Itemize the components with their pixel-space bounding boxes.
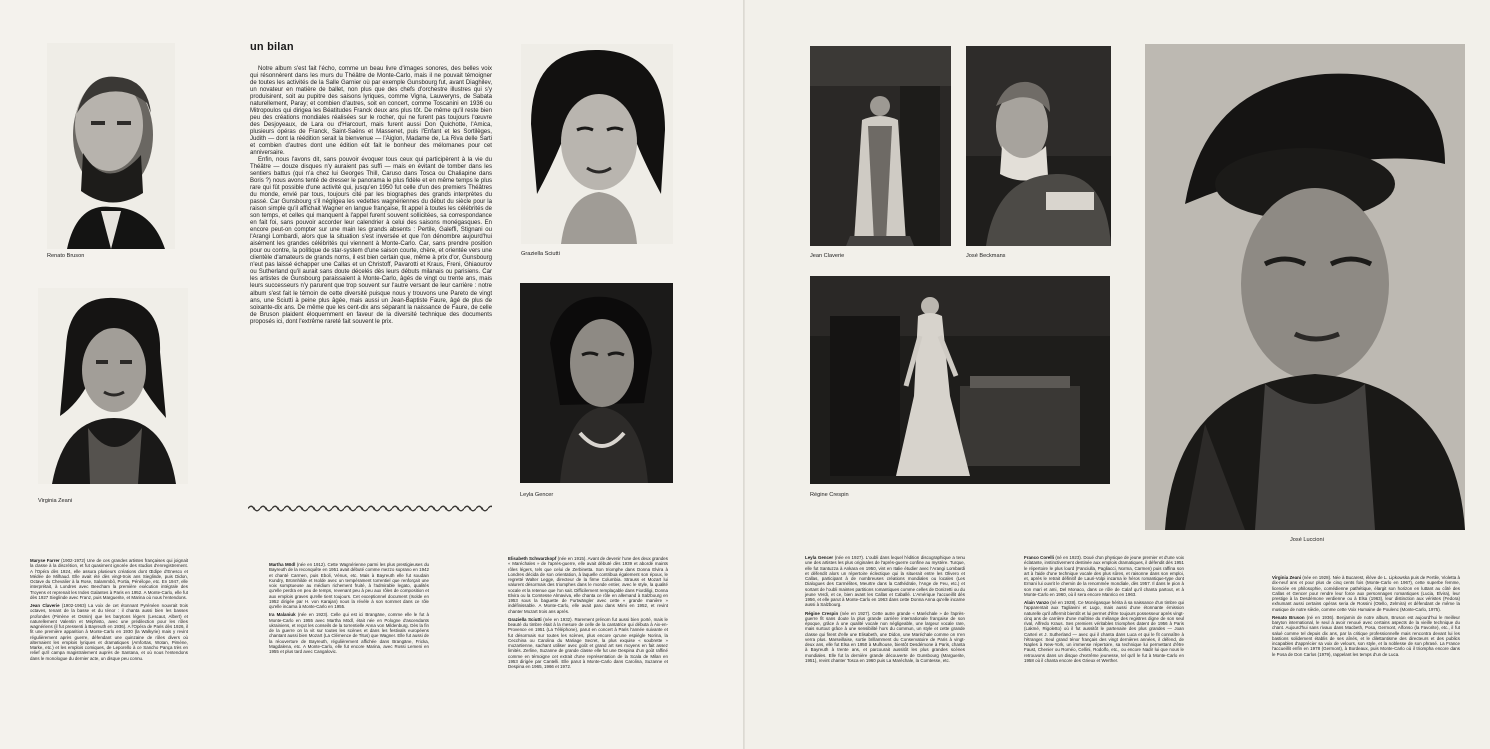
- bio-name: Ira Malaniuk: [269, 612, 296, 618]
- bio-column-1: [30, 558, 188, 664]
- caption-regine-crespin: Régine Crespin: [810, 492, 849, 498]
- bio-text: (née en 1928). Née à Bucarest, élève de L. Lipkowska puis de Pertile, Violetta à dix-neuf ans et pour plus de cinq cents fois (Monte-Carlo en 1967), cette superbe femme, licenciée en philosophie, comédienne pathétique, élargit son horizon en luttant au côté des Callas et Gencer pour rendre leur force aux personnages romantiques (Lucia, Elvira), leur prestige à la Desdémone verdienne ou à Elsa (1963), leur distinction aux véristes (Fedora) exhumant aussi certains opéras seria de Rossini (Otello, Zelmira) et défendant de même la musique de notre siècle, comme cette Voix Humaine de Poulenc (Monte-Carlo, 1975).: [1272, 575, 1460, 612]
- bio-maryse-farrer: [30, 558, 188, 600]
- caption-jean-claverie: Jean Claverie: [810, 253, 845, 259]
- essay-paragraph-1: Notre album s'est fait l'écho, comme un beau livre d'images sonores, des belles voix qui résonnèrent dans les murs du Théâtre de Monte-Carlo, mais il ne pouvait témoigner de toutes les activités de la Salle Garnier où par exemple Gunsbourg fut, avant Diaghilev, un novateur en matière de ballet, non plus que des chefs d'orchestre illustres qui s'y produisirent, soit au pupitre des saisons lyriques, comme Vigna, Lauweryns, de Sabata naturellement, Paray; et combien d'autres, soit en concert, comme Toscanini en 1936 ou Mitropoulos qui dirigea les Béatitudes Franck deux ans plus tôt. De même qu'il reste bien peu des créations mondiales réalisées sur le rocher, qui ne furent pas toujours l'œuvre des Desjoyeaux, de Lara ou d'Harcourt, mais furent aussi Don Quichotte, l'Amica, plusieurs opéras de Franck, Saint-Saëns et Massenet, puis l'Enfant et les Sortilèges, Judith — dont la réédition serait la bienvenue — l'Aiglon, Madame de, La Riva delle Sarti et combien d'autres dont une édition eût fait le bonheur des mélomanes pour cet anniversaire.: [250, 66, 492, 157]
- caption-jose-luccioni: José Luccioni: [1290, 537, 1324, 543]
- bio-text: (née en 1927). Cette autre grande « Maréchale » de l'après-guerre fit sans doute la plus grande carrière internationale française de son époque, grâce à une qualité vocale non négligeable, une largeur vocale rare, mais surtout grâce à une sensibilité hors du commun, un style et cette grande classe qui firent d'elle une Elisabeth, une Didon, une Maréchale comme on n'en verra plus. Marseillaise, sortie brillamment du Conservatoire de Paris à vingt-deux ans, elle fut Elsa en 1950 à Mulhouse, bientôt Desdémone à Paris, chanta à Bayreuth à trente ans, et parcourait aussitôt les plus grandes scènes mondiales. Elle fut la dernière grande découverte de Gunsbourg (Marguerite, 1951), revint chanter Tosca en 1960 puis La Maréchale, la Comtesse, etc.: [805, 610, 965, 663]
- bio-jean-claverie: [30, 603, 188, 661]
- bio-alain-vanzo: [1024, 600, 1184, 663]
- photo-jose-beckmans: [966, 46, 1111, 246]
- bio-name: Régine Crespin: [805, 610, 839, 616]
- bio-text: (née en 1912). Cette Wagnérienne parmi les plus prestigieuses du Bayreuth de la reconquête en 1951 avait débuté comme mezzo soprano en 1942 et chanté Carmen, puis Eboli, Vénus, etc. Mais à Bayreuth elle fut soudain Kundry, Brünnhilde et Isolde avec un tempérament torrentiel que renforçait une voix somptueuse au médium richement fruité, à l'admirable legato, qualités qu'elle perdra en peu de temps, revenant peu à peu aux rôles de composition et aux emplois graves qu'elle tient toujours. Cet exceptionnel document (Isolde en 1952 dirigée par H. von Karajan) nous la révèle à son sommet dans ce rôle qu'elle incarna à Monte-Carlo en 1955.: [269, 562, 429, 609]
- bio-name: Alain Vanzo: [1024, 600, 1049, 605]
- bio-column-6: [1272, 575, 1460, 660]
- bio-renato-bruson: [1272, 615, 1460, 657]
- bio-franco-corelli: [1024, 555, 1184, 597]
- bio-name: Jean Claverie: [30, 603, 60, 608]
- bio-name: Maryse Farrer: [30, 558, 60, 563]
- essay-title: un bilan: [250, 41, 294, 53]
- photo-regine-crespin: [810, 276, 1110, 484]
- bio-name: Elisabeth Schwarzkopf: [508, 556, 557, 561]
- bio-elisabeth-schwarzkopf: [508, 556, 668, 614]
- bio-column-4: [805, 555, 965, 666]
- bio-name: Virginia Zeani: [1272, 575, 1302, 580]
- photo-renato-bruson: [47, 43, 175, 249]
- caption-jose-beckmans: José Beckmans: [966, 253, 1006, 259]
- bio-virginia-zeani: [1272, 575, 1460, 612]
- bio-text: (né en 1928). Ce Monégasque hérita à sa naissance d'un timbre qui l'apparentait aux Tagliavini et Lugo, mais aussi d'une étonnante émission naturelle qu'il affermit bientôt et lui permet d'être toujours possesseur après vingt-cinq ans de carrière d'une maîtrise du mélange des registres digne de son seul rival, Alfredo Kraus. Ses premiers véritables triomphes datent de 1956 à Paris (Lakmé, Rigoletto) où il fut aussitôt le partenaire des plus grandes — Joan Carteri et J. Sutherland — avec qui il chanta dans Luca et qui le fit connaître à l'étranger. Seul grand ténor français des vingt dernières années, il défend, de Naples à New-York, un immense répertoire, sa technique lui permettant d'être Faust, Chenier ou Roméo, Cellini, Rodolfo, etc., ou encore Nadir lui que nous le retrouvons dans un disque d'extrême jeunesse, tel qu'il le fut à Monte-Carlo en 1958 où il chanta encore des Grieux et Werther.: [1024, 600, 1185, 663]
- bio-column-5: [1024, 555, 1184, 666]
- bio-text: (né en 1923). Doué d'un physique de jeune premier et d'une voix éclatante, instinctivement destinée aux emplois dramatiques, il défendit dès 1951 le répertoire le plus lourd (Fanciulla, Pagliacci, Norma, Carmen) puis raffina son art à l'aide d'une technique vocale des plus sûres, et raisonne dans son emploi, et, après le retrait définitif de Lauri-Volpi incarna le héros romantique-type dont Ernani lui ouvrit le chemin de la renommée mondiale, dès 1957. Il dans le pion à son mari et ami, Del Monaco, dans ce rôle de Calaf qu'il chanta partout, et à Monte-Carlo en 1960, où il sera encore Manrico en 1963.: [1024, 555, 1185, 597]
- bio-regine-crespin: [805, 611, 965, 664]
- caption-renato-bruson: Renato Bruson: [47, 253, 85, 259]
- caption-leyla-gencer: Leyla Gencer: [520, 492, 554, 498]
- bio-text: (1902-1972) Une de ces grandes artistes françaises qui joignait la classe à la discrétion, et fut quasiment ignorée des studios d'enregistrement. A l'Opéra dès 1924, elle assura plusieurs créations dont Œdipe d'Enesco et Médée de Milhaud. Elle avait été dès vingt-trois ans Sieglinde, puis Didon, Octave du Chevalier à la Rose, Salammbô, Portia, Pénélope, etc. En 1947, elle interprétait, à Londres avec Beecham la première exécution intégrale des Troyens et reprenait les Indes Galantes à Paris en 1952. A Monte-Carlo, elle fut dès 1927 Sieglinde avec Franz, puis Marguerite, et Marina où nous l'entendons.: [30, 558, 189, 600]
- photo-virginia-zeani: [38, 288, 188, 484]
- bio-name: Renato Bruson: [1272, 614, 1305, 620]
- bio-text: (née en 1927). L'oubli dans lequel l'édition discographique a tenu une des artistes les plus originales de l'après-guerre confine au mystère. Turque, elle fut Santuzza à Ankara en 1950, vint en Italie étudier avec l'Arangi Lombardi et défendit alors un répertoire éclectique qui la situerait entre les Olivero et Callas, participant à de nombreuses créations mondiales ou locales (Les Dialogues des Carmélites, Meurtre dans la Cathédrale, l'Ange de Feu, etc.) et sortant de l'oubli maintes partitions romantiques comme celles de Donizetti ou du jeune Verdi, et ce, bien avant les Callas et Caballé. L'Amérique l'accueillit dès 1956, et elle parut à Monte-Carlo en 1963 dans cette Donna Anna qu'elle incarne aussi à Salzbourg.: [805, 555, 966, 608]
- bio-name: Franco Corelli: [1024, 555, 1054, 560]
- bio-martha-modl: [269, 562, 429, 609]
- bio-name: Graziella Sciutti: [508, 616, 542, 622]
- bio-text: (née en 1915). Avant de devenir l'une des deux grandes « Maréchales » de l'après-guerre, elle avait débuté dès 1939 et abordé maints rôles légers, tels que celui de Zerbinetta. Son triomphe dans Donna Elvira à Londres décida de son orientation, à laquelle contribua également son époux, le regretté Walter Legge, directeur de la firme Columbia. Strauss et Mozart lui valurent désormais des triomphes dans le monde entier, avec le style, la qualité vocale et la retenue que l'on sait. Difficilement remplaçable dans Fiordiligi, Donna Elvira ou la Comtesse Almaviva, elle chanta ce rôle en allemand à Salzbourg en 1953 sous la baguette de Furtwängler avec cette « grande manière » indéfinissable. A Monte-Carlo, elle avait paru dans Mimi en 1952, et revint chanter Mozart trois ans après.: [508, 556, 668, 614]
- essay-text: [250, 66, 492, 326]
- photo-graziella-sciutti: [521, 44, 673, 244]
- bio-leyla-gencer: [805, 555, 965, 608]
- caption-virginia-zeani: Virginia Zeani: [38, 498, 73, 504]
- bio-ira-malaniuk: [269, 612, 429, 654]
- bio-name: Leyla Gencer: [805, 555, 834, 560]
- photo-jean-claverie: [810, 46, 951, 246]
- right-page: [745, 0, 1490, 749]
- bio-text: (née en 1932). Rarement prénom fut aussi bien porté, mais le beauté du timbre était à la mesure de celle de la cantatrice qui débuta à Aix-en-Provence en 1951 (La Téléphone), parut en concert à Paris l'année suivante et fut désormais sur toutes les scènes, plus encore qu'une espiègle Norina, la Cecchina ou Carolina du Mariage Secret, la plus exquise « soubrette » mozartienne, sachant utiliser avec goût et grand art ses moyens en fait assez limités. Zerline, Suzanne de grande classe elle fut une Despina d'un goût raffiné comme en témoigne cet extrait d'une représentation de la Scala de Milan en 1953 dirigée par Cantelli. Elle parut à Monte-Carlo dans Carolina, Suzanne et Despina en 1965, 1966 et 1972.: [508, 616, 668, 669]
- bio-text: (né en 1936). Benjamin de notre album, Bruson est aujourd'hui le meilleur baryton international, le seul à avoir renoué avec certains aspects de la vieille technique du chant. Aujourd'hui sans rivaux dans Macbeth, Posa, Germont, Alfonso (la Favorite), etc., il fut salué comme tel depuis dix ans, par la critique professionnelle mais rencontra devant lui les bastions solidement établis de ses aînés, et le dilettantisme des directeurs et des publics incapables d'apprécier sa voix de velours, son style, et la noblesse de son phrasé. La France l'accueillit enfin en 1978 (Germont), à Bordeaux, puis Monte-Carlo où il triompha encore dans le Posa de Don Carlos (1979), rappelant les temps d'un de Luca.: [1272, 614, 1460, 657]
- bio-text: (née en 1923). Celle qui est ici Brangäne, comme elle le fut à Monte-Carlo en 1955 avec Martha Mödl, était née en Pologne d'ascendants ukrainiens, et reçut les conseils de la torrentielle Anna von Mildenburg. Dès la fin de la guerre on la vit sur toutes les scènes et dans les festivals européens chantant aussi bien Mozart (La Clémence de Titus) que Wagner. Elle fut aussi de la réouverture de Bayreuth, régulièrement affichée dans Brangäne, Fricka, Magdalena, etc. A Monte-Carlo, elle fut encore Marina, avec Rossi Lemeni en 1955 et plus tard avec Cangalovic.: [269, 612, 429, 654]
- bio-text: (1902-1963) La voix de cet étonnant Pyrénéen nouvrait trois octaves, tenant de la basse et du ténor : il chanta aussi bien les basses profondes (Pimène et Osmin) que les barytons légers (Lescaut, Albert) et naturellement Valentin et Méphisto, avec une prédilection pour les rôles wagnériens (il fut pressenti à Bayreuth en 1936). A l'Opéra de Paris dès 1926, il fit une première apparition à Monte-Carlo en 1930 (la Walkyrie) mais y revint régulièrement après guerre, défendant une quinzaine de rôles divers où alternaient les emplois lyriques et dramatiques (Amfortas, Wotan, Pimène, Marke, etc.) et les emplois comiques, de Leporello à ce Sancho Pança très en relief qu'il campa magistralement auprès de Santana, et où nous l'entendons dans le monologue du dernier acte, un disque peu connu.: [30, 603, 188, 661]
- essay-paragraph-2: Enfin, nous l'avons dit, sans pouvoir évoquer tous ceux qui participèrent à la vie du Théâtre — douze disques n'y auraient pas suffi — mais en évitant de tomber dans les sentiers battus (qui n'a chez lui Georges Thill, Caruso dans Tosca ou Chaliapine dans Boris ?) nous avons tenté de dresser le panorama le plus fidèle et en même temps le plus rare qui fût possible d'une activité qui, jusqu'en 1950 fut celle d'un des premiers Théâtres du monde, envié par tous, toujours cité par les biographes des grands interprètes du passé. Car Gunsbourg s'il négligea les vedettes wagnériennes du début du siècle pour la raison simple qu'il affichait Wagner en langue française, fit appel à toutes les célébrités de son temps, et celles qui manquent à l'appel furent souvent sollicitées, sa correspondance en fait foi, sans pouvoir accorder leur calendrier à celui des saisons monégasques. En encore peut-on compter sur une main les grands absents : Pertile, Galeffi, Stignani ou l'Arangi Lombardi, alors que la situation s'est inversée et que l'on dénombre aujourd'hui aisément les grandes célébrités qui viennent à Monte-Carlo. Car, sans prendre position pour ou contre, la politique de star-system d'une saison courte, chère, et orientée vers une clientèle d'amateurs de grands noms, il est bien certain que, même à prix d'or, Gunsbourg n'eut pas laissé échapper une Callas et un Christoff, Pavarotti et Kraus, Freni, Ghiaourov ou Sutherland qu'il aurait sans doute décelés dès leurs débuts milanais ou parisiens. Car les artistes de Gunsbourg paraissaient à Monte-Carlo, âgés de vingt ou trente ans, mais leurs successeurs n'y parurent que trop souvent sur l'autre versant de leur carrière : notre album s'est fait le témoin de cette diversité puisque nous y trouvons une Pareto de vingt ans, une Sciutti à peine plus âgée, mais aussi un Jean-Baptiste Faure, âgé de plus de soixante-dix ans. De même que les cent-dix ans séparant la naissance de Faure, de celle de Bruson plaident éloquemment en faveur de la diversité technique des documents proposés ici, dont l'extrême rareté fait souvent le prix.: [250, 157, 492, 325]
- photo-leyla-gencer: [520, 283, 673, 483]
- photo-jose-luccioni: [1145, 44, 1465, 530]
- bio-column-2: [269, 562, 429, 657]
- caption-graziella-sciutti: Graziella Sciutti: [521, 251, 560, 257]
- bio-graziella-sciutti: [508, 617, 668, 670]
- decorative-ornament: [248, 504, 492, 513]
- bio-name: Martha Mödl: [269, 562, 296, 567]
- bio-column-3: [508, 556, 668, 672]
